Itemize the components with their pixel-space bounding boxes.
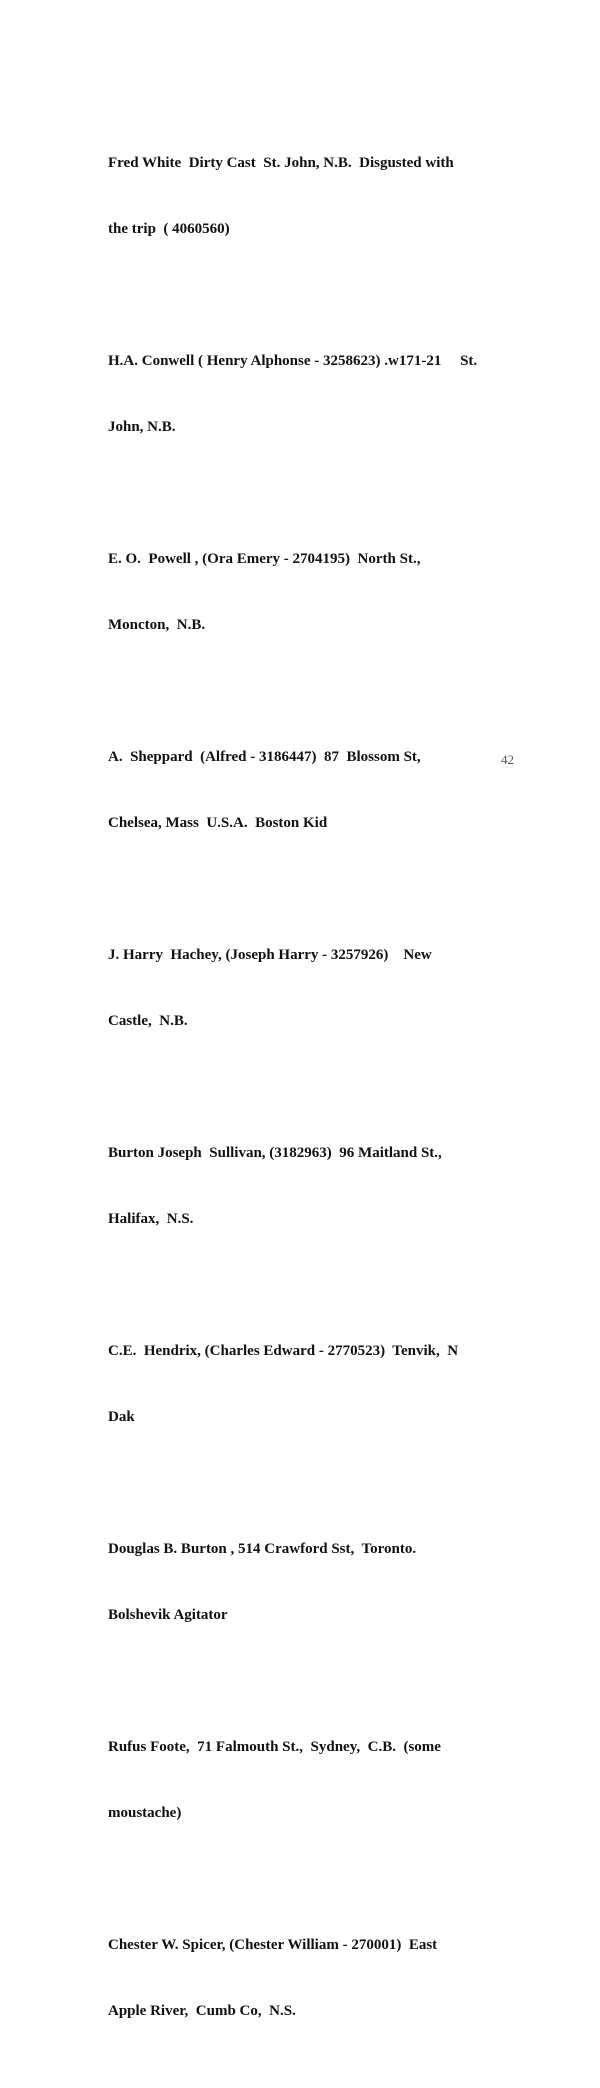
entry-line: Fred White Dirty Cast St. John, N.B. Disgusted with: [108, 155, 454, 171]
entry-line: Chester W. Spicer, (Chester William - 270001) East: [108, 1937, 438, 1953]
entry-line: the trip ( 4060560): [108, 221, 230, 237]
entry-line: Dak: [108, 1409, 135, 1425]
entry-line: J. Harry Hachey, (Joseph Harry - 3257926) New: [108, 947, 432, 963]
entry-line: John, N.B.: [108, 419, 176, 435]
entry-line: Apple River, Cumb Co, N.S.: [108, 2003, 296, 2019]
entry-line: Douglas B. Burton , 514 Crawford Sst, Toronto.: [108, 1541, 417, 1557]
entry-line: H.A. Conwell ( Henry Alphonse - 3258623) .w171-21 St.: [108, 353, 478, 369]
entry-sheppard: [108, 702, 528, 878]
entry-foote: [108, 1692, 528, 1868]
entry-line: Burton Joseph Sullivan, (3182963) 96 Maitland St.,: [108, 1145, 442, 1161]
entry-line: A. Sheppard (Alfred - 3186447) 87 Blossom St,: [108, 749, 421, 765]
entry-line: Moncton, N.B.: [108, 617, 206, 633]
entry-hendrix: [108, 1296, 528, 1472]
page-number: 42: [501, 752, 514, 767]
entry-powell: [108, 504, 528, 680]
entry-sullivan: [108, 1098, 528, 1274]
entry-line: moustache): [108, 1805, 182, 1821]
entry-fred-white: [108, 108, 528, 284]
entry-line: Castle, N.B.: [108, 1013, 188, 1029]
entry-spicer: [108, 1890, 528, 2066]
entry-line: Chelsea, Mass U.S.A. Boston Kid: [108, 815, 328, 831]
entry-line: C.E. Hendrix, (Charles Edward - 2770523) Tenvik, N: [108, 1343, 459, 1359]
entry-burton: [108, 1494, 528, 1670]
entry-list: [108, 108, 528, 2088]
entry-line: Rufus Foote, 71 Falmouth St., Sydney, C.B. (some: [108, 1739, 441, 1755]
entry-hachey: [108, 900, 528, 1076]
entry-line: Bolshevik Agitator: [108, 1607, 228, 1623]
entry-conwell: [108, 306, 528, 482]
entry-line: E. O. Powell , (Ora Emery - 2704195) North St.,: [108, 551, 421, 567]
entry-line: Halifax, N.S.: [108, 1211, 194, 1227]
